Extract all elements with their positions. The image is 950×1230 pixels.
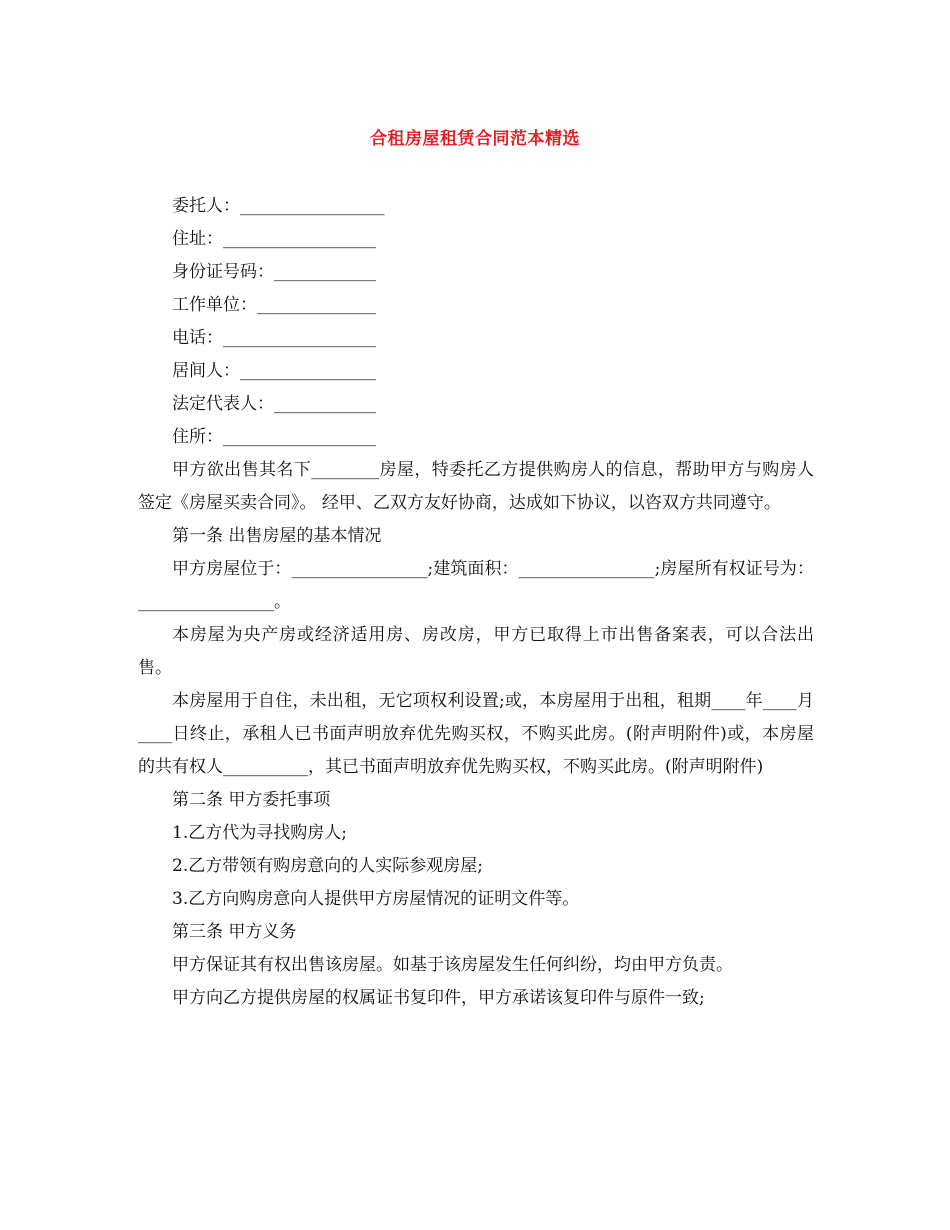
paragraph-intro: 甲方欲出售其名下________房屋，特委托乙方提供购房人的信息，帮助甲方与购房人签定《房屋买卖合同》。 经甲、乙双方友好协商，达成如下协议，以咨双方共同遵守。: [138, 460, 814, 513]
list-item-3: 3.乙方向购房意向人提供甲方房屋情况的证明文件等。: [172, 889, 580, 909]
paragraph-seller-guarantee: 甲方保证其有权出售该房屋。如基于该房屋发生任何纠纷，均由甲方负责。: [172, 955, 733, 975]
paragraph-property-type: 本房屋为央产房或经济适用房、房改房，甲方已取得上市出售备案表，可以合法出售。: [138, 625, 814, 678]
field-id-number: 身份证号码：____________: [172, 262, 376, 282]
paragraph-property-location: 甲方房屋位于：________________;建筑面积：________________;房屋所有权证号为：________________。: [138, 559, 814, 612]
field-phone: 电话：__________________: [172, 328, 376, 348]
paragraph-property-usage: 本房屋用于自住，未出租，无它项权利设置;或，本房屋用于出租，租期____年____月____日终止，承租人已书面声明放弃优先购买权，不购买此房。(附声明附件)或，本房屋的共有权人__________，其已书面声明放弃优先购买权，不购买此房。(附声明附件): [138, 691, 814, 777]
article-1-heading: 第一条 出售房屋的基本情况: [172, 526, 382, 546]
field-principal: 委托人：_________________: [172, 196, 385, 216]
paragraph-seller-documents: 甲方向乙方提供房屋的权属证书复印件，甲方承诺该复印件与原件一致;: [172, 988, 705, 1008]
article-3-heading: 第三条 甲方义务: [172, 922, 297, 942]
field-residence: 住所：__________________: [172, 427, 376, 447]
list-item-2: 2.乙方带领有购房意向的人实际参观房屋;: [172, 856, 483, 876]
document-body: [138, 190, 814, 1015]
document-title: 合租房屋租赁合同范本精选: [370, 129, 580, 149]
field-intermediary: 居间人：________________: [172, 361, 376, 381]
article-2-heading: 第二条 甲方委托事项: [172, 790, 331, 810]
field-legal-representative: 法定代表人：____________: [172, 394, 376, 414]
field-employer: 工作单位：______________: [172, 295, 376, 315]
field-address: 住址：__________________: [172, 229, 376, 249]
list-item-1: 1.乙方代为寻找购房人;: [172, 823, 347, 843]
